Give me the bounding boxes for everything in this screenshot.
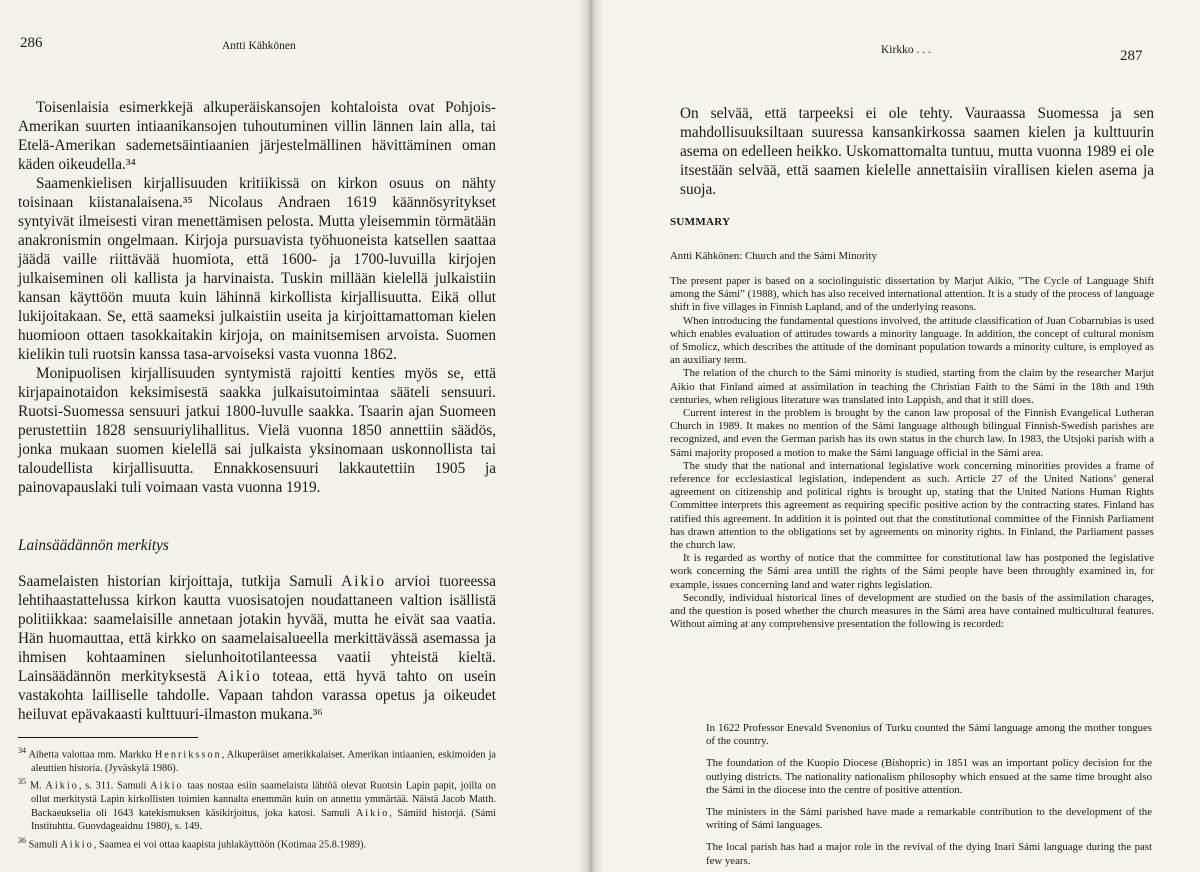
text-run: , Saamea ei voi ottaa kaapista juhlakäyttöön (Kotimaa 25.8.1989). (93, 839, 367, 851)
footnote-36 (18, 834, 496, 852)
running-head: Antti Kähkönen (222, 40, 296, 52)
left-body-text (18, 98, 496, 724)
author-name: Henriksson (154, 749, 222, 761)
paragraph: Monipuolisen kirjallisuuden syntymistä rajoitti kenties myös se, että kirjapainotaidon keksimisestä saakka julkaisutoimintaa sääteli sensuuri. Ruotsi-Suomessa sensuuri jatkui 1800-luvulle saakka. Tsaarin ajan Suomeen perustettiin 1828 sensuuriylihallitus. Vielä vuonna 1850 annettiin säädös, jonka mukaan suomen kielellä sai julkaista yksinomaan uskonnollista tai taloudellista kirjallisuutta. Ennakkosensuuri lakkautettiin 1905 ja painovapauslaki tuli voimaan vasta vuonna 1919. (18, 365, 496, 496)
text-run: Aihetta valottaa mm. Markku (26, 749, 155, 761)
author-name: Aikio (216, 668, 262, 685)
paragraph: Toisenlaisia esimerkkejä alkuperäiskansojen kohtaloista ovat Pohjois-Amerikan suurten intiaanikansojen tuhoutuminen villin lännen lain alla, tai Etelä-Amerikan sademetsäintiaanien järjestelmällinen hävittäminen oman käden oikeudella.³⁴ (18, 99, 496, 173)
text-run: Samuli (26, 839, 61, 851)
right-page (588, 0, 1200, 872)
summary-paragraph: The present paper is based on a sociolinguistic dissertation by Marjut Aikio, ”The Cycle of Language Shift among the Sámi” (1988), which has also received international attention. It is a study of the process of language shift in five villages in Finnish Lapland, and of the underlying reasons. (670, 275, 1154, 314)
footnote-35 (18, 775, 496, 833)
text-run: taas nostaa esiin saamelaista lähtöä olevat Ruotsin Lapin papit, joilla on ollut merkitystä Lapin kirkollisten toimien kannalta enemmän kuin on annettu ymmärtää. Näistä Jacob Matth. Backaeukselia oli 1643 katekismuksen käsikirjoitus, joka katosi. Samuli (31, 780, 496, 819)
left-page (0, 0, 588, 872)
summary-author-title: Antti Kähkönen: Church and the Sámi Minority (670, 250, 877, 262)
summary-paragraph: The relation of the church to the Sámi minority is studied, starting from the claim by the researcher Marjut Aikio that Finland aimed at assimilation in teaching the Christian Faith to the Sámi in the 18th and 19th centuries, when religious literature was translated into Lappish, and that it still does. (670, 367, 1154, 406)
text-run: , Alkuperäiset amerikkalaiset. Amerikan intiaanien, eskimoiden ja aleuttien historia. (Jyväskylä 1986). (31, 749, 496, 774)
footnote-number: 36 (18, 835, 26, 845)
footnote-34 (18, 744, 496, 775)
book-gutter (578, 0, 604, 872)
list-item: The local parish has had a major role in the revival of the dying Inari Sámi language during the past few years. (706, 841, 1152, 867)
section-subheading: Lainsäädännön merkitys (18, 537, 169, 554)
paragraph: On selvää, että tarpeeksi ei ole tehty. Vauraassa Suomessa ja sen mahdollisuuksiltaan suuressa kansankirkossa saamen kielen ja kulttuurin asema on edelleen heikko. Uskomattomalta tuntuu, mutta vuonna 1989 ei ole itsestään selvää, että saamen kielelle annettaisiin virallisen kielen asema ja suoja. (680, 105, 1154, 198)
summary-paragraph: When introducing the fundamental questions involved, the attitude classification of Juan Cobarrubias is used which enables evaluation of attitudes towards a minority language. In addition, the concept of cultural monism of Smolicz, which describes the attitude of the dominant population towards a minority culture, is employed as an auxiliary term. (670, 314, 1154, 367)
list-item: In 1622 Professor Enevald Svenonius of Turku counted the Sámi language among the mother tongues of the country. (706, 722, 1152, 748)
running-head: Kirkko . . . (881, 44, 931, 56)
footnotes (18, 744, 496, 852)
text-run: , s. 311. Samuli (78, 780, 151, 792)
paragraph: Saamenkielisen kirjallisuuden kritiikissä on kirkon osuus on nähty toisinaan kiistanalaisena.³⁵ Nicolaus Andraen 1619 käännösyritykset syntyivät ilmeisesti viran menettämisen pelosta. Mutta yleisemmin törmätään anakronismin ongelmaan. Kirjoja pursuavista työhuoneista katsellen saattaa jäädä vaille riittävää huomiota, että 1600- ja 1700-luvuilla kirjojen julkaiseminen oli kallista ja harvinaista. Tuskin millään kielellä julkaistiin kansan käyttöön muuta kuin lähinnä kirkollista kirjallisuutta. Eikä ollut lukijoitakaan. Se, että saameksi julkaistiin useita ja kirjoittamattoman kielen huomioon ottaen tasokkaitakin kirjoja, on mainitsemisen arvoista. Suomen kielikin tuli ruotsin kanssa tasa-arvoiseksi vasta vuonna 1862. (18, 175, 496, 363)
list-item: The foundation of the Kuopio Diocese (Bishopric) in 1851 was an important policy decision for the outlying districts. The nationality nationalism philosophy which ensued at the same time brought also the Sámi in the diocese into the centre of positive attention. (706, 757, 1152, 796)
text-run: arvioi tuoreessa lehtihaastattelussa kirkon kautta vuosisatojen noudattaneen valtion isällistä politiikkaa: saamelaisille annetaan jotakin hyvää, mutta he eivät saa vaatia. Hän huomauttaa, että kirkko on saamelaisalueella merkittävässä asemassa ja ihmisen kohtaaminen sielunhoitotilanteessa vaatii yhteistä kieltä. Lainsäädännön merkityksestä (18, 573, 496, 685)
author-name: Aikio (355, 807, 390, 819)
footnote-number: 34 (18, 746, 26, 755)
text-run: toteaa, että hyvä tahto on usein vastakohta lailliselle tahdolle. Vapaan tahdon varassa opetus ja oikeudet heiluvat epävakaasti kulttuuri-ilmaston mukana.³⁶ (18, 668, 496, 723)
author-name: Aikio (341, 573, 387, 590)
list-item: The ministers in the Sámi parished have made a remarkable contribution to the development of the writing of Sámi languages. (706, 806, 1152, 832)
summary-list (706, 722, 1152, 872)
summary-paragraph: Current interest in the problem is brought by the canon law proposal of the Finnish Evangelical Lutheran Church in 1989. It makes no mention of the Sámi language although bilingual Finnish-Swedish parishes are recognized, and even the German parish has its own status in the church law. In 1983, the Utsjoki parish with a Sámi majority proposed a motion to make the Sámi language official in the Sámi area. (670, 407, 1154, 459)
summary-heading: SUMMARY (670, 216, 731, 228)
author-name: Aikio (150, 780, 184, 792)
right-body-text (680, 104, 1154, 199)
text-run: , Sámiid historjá. (Sámi Instituhtta. Guovdageaidnu 1980), s. 149. (31, 807, 497, 833)
author-name: Aikio (45, 780, 79, 792)
author-name: Aikio (60, 839, 94, 851)
page-number: 287 (1120, 48, 1143, 64)
text-run: M. (26, 780, 46, 792)
summary-paragraph: It is regarded as worthy of notice that the committee for constitutional law has postponed the legislative work concerning the Sámi area untill the rights of the Sámi people have been throughly examined in, for example, issues concerning land and water rights legislation. (670, 552, 1154, 591)
footnote-number: 35 (18, 777, 26, 787)
paragraph (18, 572, 496, 724)
text-run: Saamelaisten historian kirjoittaja, tutkija Samuli (18, 573, 342, 590)
footnote-rule (18, 737, 198, 738)
page-number: 286 (20, 35, 43, 51)
summary-paragraph: The study that the national and international legislative work concerning minorities provides a frame of reference for ecclesiastical legislation, independent as such. Article 27 of the United Nations’ general agreement on citizenship and political rights is brought up, stating that the United Nations Human Rights Committee interprets this agreement as requiring specific positive action by the contracting states. Finland has ratified this agreement. In addition it is pointed out that the constitutional committee of the Finnish Parliament has drawn attention to the obligations set by agreements on minority rights. In Finland, the Parliament passes the church law. (670, 459, 1154, 552)
summary-text (670, 275, 1154, 631)
summary-paragraph: Secondly, individual historical lines of development are studied on the basis of the assimilation charages, and the question is posed whether the church measures in the Sámi area have contained multicultural features. Without aiming at any comprehensive presentation the following is recorded: (670, 591, 1154, 631)
